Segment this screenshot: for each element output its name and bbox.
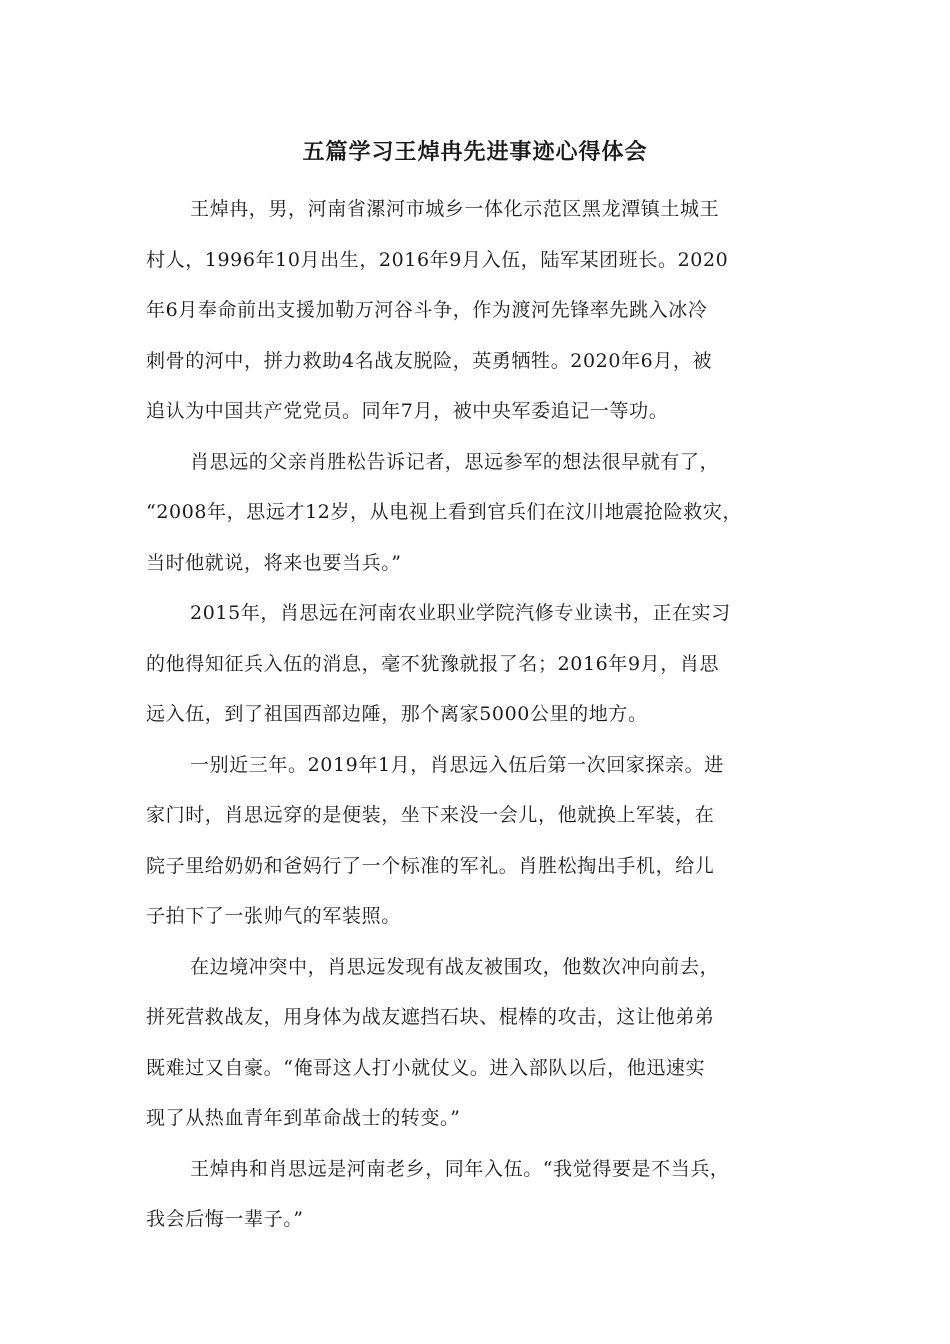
paragraph-line: 现了从热血青年到革命战士的转变。” — [146, 1107, 461, 1129]
paragraph-line: 刺骨的河中，拼力救助4名战友脱险，英勇牺牲。2020年6月，被 — [146, 349, 713, 372]
paragraph-line: 2015年，肖思远在河南农业职业学院汽修专业读书，正在实习 — [190, 602, 731, 624]
paragraph-line: 拼死营救战友，用身体为战友遮挡石块、棍棒的攻击，这让他弟弟 — [146, 1006, 715, 1028]
paragraph-line: 肖思远的父亲肖胜松告诉记者，思远参军的想法很早就有了， — [190, 450, 720, 473]
paragraph-line: 追认为中国共产党党员。同年7月，被中央军委追记一等功。 — [146, 400, 669, 422]
paragraph-line: 王焯冉和肖思远是河南老乡，同年入伍。“我觉得要是不当兵， — [190, 1157, 730, 1180]
paragraph-line: 院子里给奶奶和爸妈行了一个标准的军礼。肖胜松掏出手机，给儿 — [146, 854, 715, 877]
paragraph-line: 村人，1996年10月出生，2016年9月入伍，陆军某团班长。2020 — [146, 248, 729, 271]
paragraph-line: 年6月奉命前出支援加勒万河谷斗争，作为渡河先锋率先跳入冰冷 — [146, 299, 708, 321]
paragraph-line: 远入伍，到了祖国西部边陲，那个离家5000公里的地方。 — [146, 703, 648, 725]
paragraph-line: “2008年，思远才12岁，从电视上看到官兵们在汶川地震抢险救灾， — [146, 501, 743, 523]
paragraph-line: 王焯冉，男，河南省漯河市城乡一体化示范区黑龙潭镇土城王 — [190, 198, 720, 220]
paragraph-line: 子拍下了一张帅气的军装照。 — [146, 905, 401, 927]
paragraph-line: 既难过又自豪。“俺哥这人打小就仗义。进入部队以后，他迅速实 — [146, 1056, 706, 1079]
paragraph-line: 一别近三年。2019年1月，肖思远入伍后第一次回家探亲。进 — [190, 753, 724, 776]
paragraph-line: 家门时，肖思远穿的是便装，坐下来没一会儿，他就换上军装，在 — [146, 804, 715, 826]
document-body — [146, 184, 826, 1245]
paragraph-line: 在边境冲突中，肖思远发现有战友被围攻，他数次冲向前去， — [190, 955, 720, 978]
paragraph-line: 我会后悔一辈子。” — [146, 1208, 304, 1230]
document-title: 五篇学习王焯冉先进事迹心得体会 — [302, 139, 648, 165]
paragraph-line: 当时他就说，将来也要当兵。” — [146, 551, 402, 574]
paragraph-line: 的他得知征兵入伍的消息，毫不犹豫就报了名；2016年9月，肖思 — [146, 652, 720, 675]
